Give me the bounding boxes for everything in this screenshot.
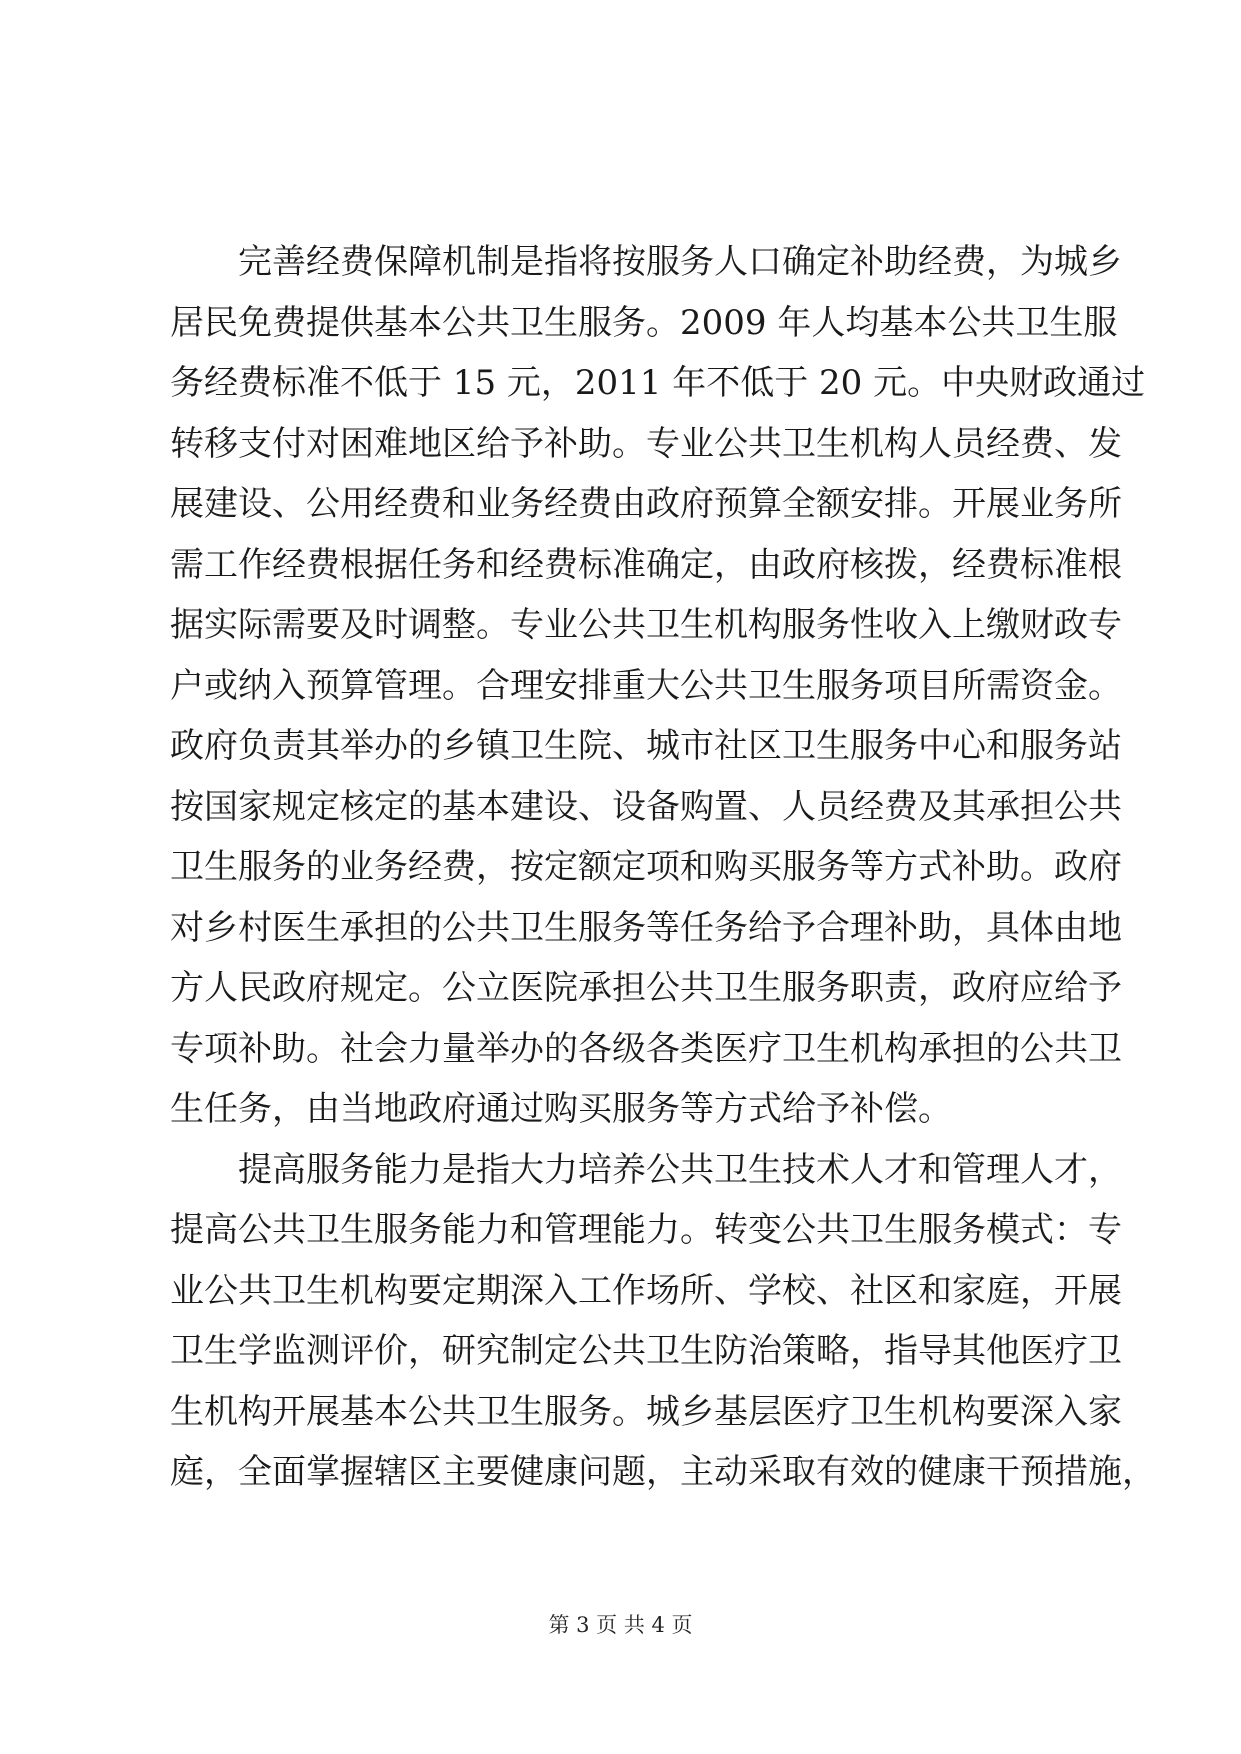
text-line: 转移支付对困难地区给予补助。专业公共卫生机构人员经费、发 [170,423,1122,464]
text-line: 专项补助。社会力量举办的各级各类医疗卫生机构承担的公共卫 [170,1028,1122,1069]
text-line: 生任务，由当地政府通过购买服务等方式给予补偿。 [170,1089,952,1129]
text-line: 方人民政府规定。公立医院承担公共卫生服务职责，政府应给予 [170,968,1122,1008]
text-line: 按国家规定核定的基本建设、设备购置、人员经费及其承担公共 [170,786,1122,827]
text-line: 完善经费保障机制是指将按服务人口确定补助经费，为城乡 [238,242,1122,282]
text-line: 据实际需要及时调整。专业公共卫生机构服务性收入上缴财政专 [170,605,1122,645]
text-line: 生机构开展基本公共卫生服务。城乡基层医疗卫生机构要深入家 [170,1391,1122,1432]
text-line: 需工作经费根据任务和经费标准确定，由政府核拨，经费标准根 [170,544,1122,585]
text-line: 业公共卫生机构要定期深入工作场所、学校、社区和家庭，开展 [170,1270,1122,1311]
text-line: 政府负责其举办的乡镇卫生院、城市社区卫生服务中心和服务站 [170,726,1122,766]
text-line: 对乡村医生承担的公共卫生服务等任务给予合理补助，具体由地 [170,907,1122,948]
text-line: 提高公共卫生服务能力和管理能力。转变公共卫生服务模式：专 [170,1210,1122,1250]
text-line: 务经费标准不低于 15 元，2011 年不低于 20 元。中央财政通过 [170,363,1146,403]
body-text [170,232,1156,1503]
text-line: 展建设、公用经费和业务经费由政府预算全额安排。开展业务所 [170,484,1122,524]
text-line: 居民免费提供基本公共卫生服务。2009 年人均基本公共卫生服 [170,302,1118,343]
text-line: 卫生服务的业务经费，按定额定项和购买服务等方式补助。政府 [170,847,1122,887]
text-line: 卫生学监测评价，研究制定公共卫生防治策略，指导其他医疗卫 [170,1331,1122,1371]
page-footer: 第 3 页 共 4 页 [548,1613,693,1637]
text-line: 户或纳入预算管理。合理安排重大公共卫生服务项目所需资金。 [170,665,1122,706]
text-line: 庭，全面掌握辖区主要健康问题，主动采取有效的健康干预措施， [170,1452,1156,1492]
text-line: 提高服务能力是指大力培养公共卫生技术人才和管理人才， [238,1149,1122,1190]
